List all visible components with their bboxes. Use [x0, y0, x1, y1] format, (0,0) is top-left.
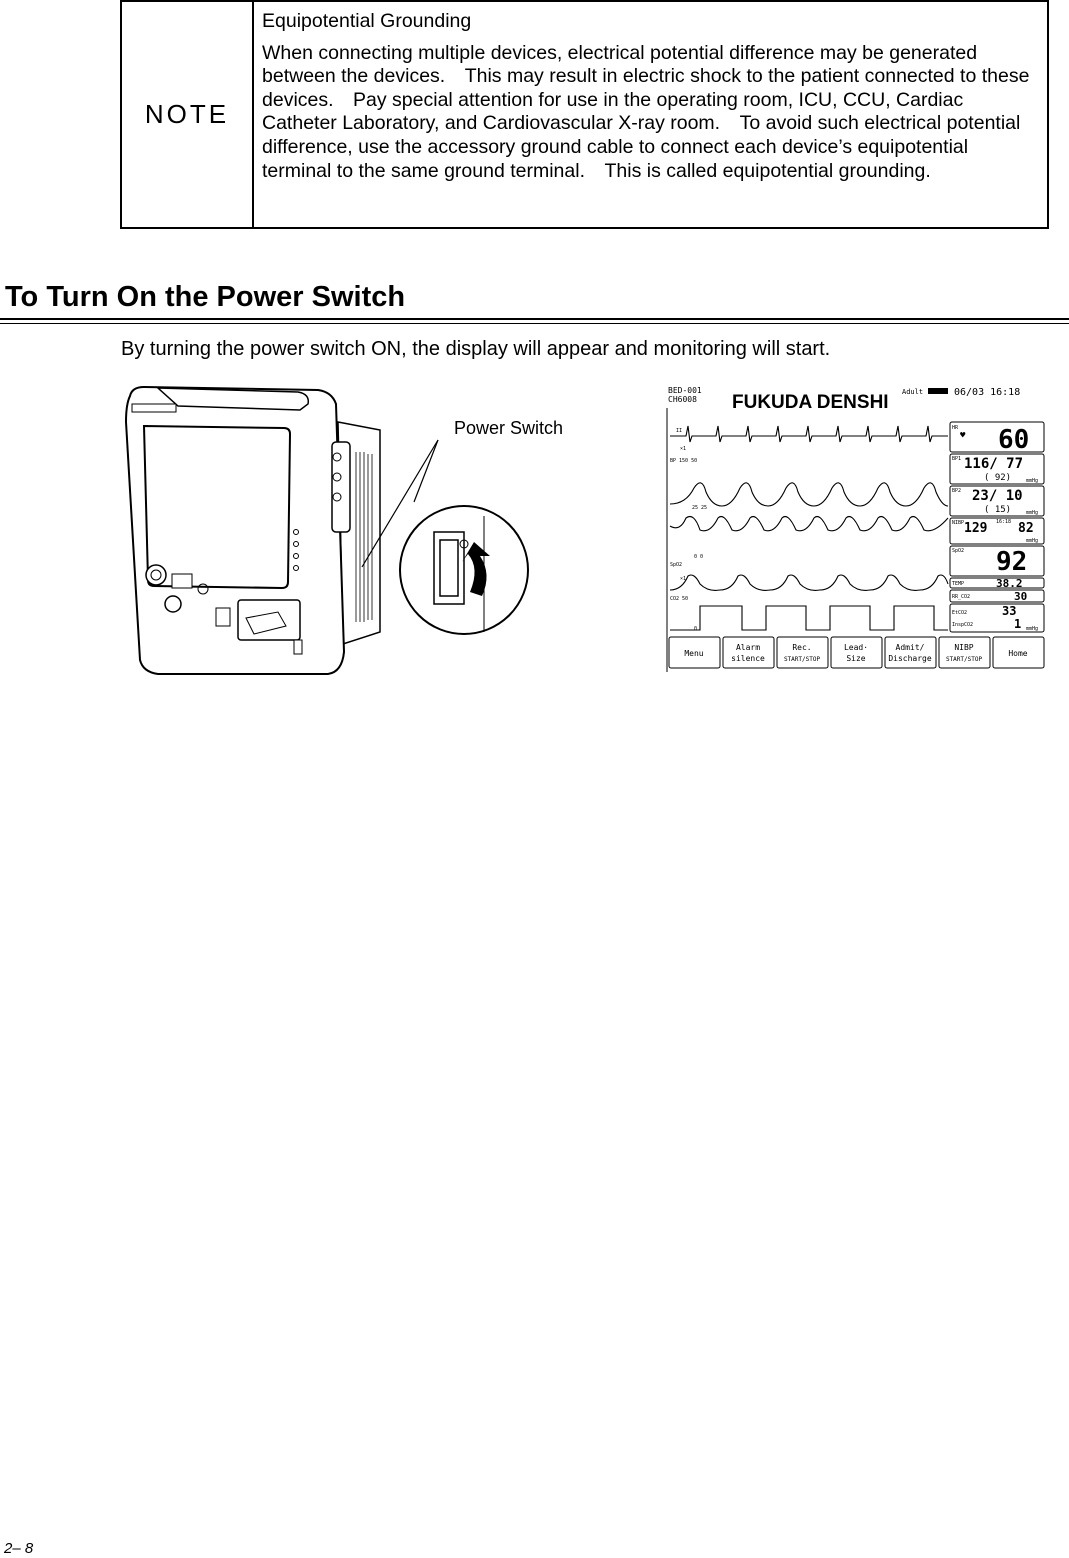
- inspco2-value: 1: [1014, 617, 1022, 631]
- section-title: To Turn On the Power Switch: [5, 281, 406, 313]
- wave-label-bp-low: 25 25: [692, 505, 708, 511]
- bp1-label: BP1: [952, 456, 962, 462]
- heart-icon: ♥: [960, 431, 966, 441]
- spo2-value: 92: [996, 547, 1028, 577]
- menu-label: Menu: [684, 649, 704, 658]
- wave-gain-2: ×1: [680, 576, 687, 582]
- temp-label: TEMP: [952, 581, 965, 587]
- admit-discharge-button[interactable]: [885, 637, 936, 668]
- bp1-mean: ( 92): [984, 473, 1012, 483]
- monitor-screen-illustration: [666, 384, 1046, 672]
- bp2-mean: ( 15): [984, 505, 1012, 515]
- temp-value: 38.2: [996, 577, 1023, 590]
- section-rule: [0, 318, 1069, 320]
- wave-label-co2-zero: 0: [694, 626, 698, 632]
- alarm-silence-button[interactable]: [723, 637, 774, 668]
- bp1-value: 116/ 77: [964, 456, 1024, 472]
- nibp-btn-label-1: NIBP: [954, 643, 974, 652]
- lead-label-1: Lead·: [843, 643, 869, 652]
- date-time: 06/03 16:18: [954, 387, 1021, 398]
- section-rule-thin: [0, 323, 1069, 324]
- inspco2-label: InspCO2: [952, 622, 974, 628]
- battery-icon: [928, 388, 948, 394]
- nibp-diastolic: 82: [1018, 521, 1034, 536]
- note-text: When connecting multiple devices, electrical potential difference may be generated between the devices. This may result in electric shock to the patient connected to these devices. Pay special attention for use in the operating room, ICU, CCU, Cardiac Catheter Laboratory, and Cardiovascular X-ray room. To avoid such electrical potential difference, use the accessory ground cable to connect each device’s equipotential terminal to the same ground terminal. This is called equipotential grounding.: [262, 41, 1030, 182]
- etco2-value: 33: [1002, 604, 1017, 618]
- note-body: [254, 2, 1047, 227]
- rec-label-2: START/STOP: [783, 656, 821, 663]
- rr-label: RR_CO2: [952, 594, 971, 600]
- bp2-label: BP2: [952, 488, 962, 494]
- lead-label-2: Size: [846, 654, 866, 663]
- alarm-label-2: silence: [731, 654, 765, 663]
- nibp-unit: mmHg: [1026, 538, 1039, 544]
- rr-value: 30: [1014, 590, 1028, 603]
- wave-label-ii: II: [676, 428, 683, 434]
- admit-label-1: Admit/: [895, 643, 925, 652]
- channel-id: CH6008: [668, 395, 697, 404]
- wave-label-spo2-zero: 0 0: [694, 554, 704, 560]
- hr-value: 60: [998, 425, 1030, 455]
- power-switch-callout: Power Switch: [454, 418, 564, 438]
- alarm-label-1: Alarm: [735, 643, 761, 652]
- home-label: Home: [1008, 649, 1028, 658]
- wave-label-bp: BP 150 50: [670, 458, 698, 464]
- note-label: NOTE: [122, 2, 254, 227]
- bed-id: BED-001: [668, 386, 702, 395]
- patient-mode: Adult: [902, 388, 924, 396]
- nibp-time: 16:18: [996, 519, 1012, 525]
- brand-name: FUKUDA DENSHI: [732, 392, 889, 413]
- note-box: [120, 0, 1049, 229]
- wave-label-co2: CO2 50: [670, 596, 689, 602]
- lead-size-button[interactable]: [831, 637, 882, 668]
- nibp-systolic: 129: [964, 521, 988, 536]
- co2-unit: mmHg: [1026, 626, 1039, 632]
- page-number: 2– 8: [4, 1540, 34, 1557]
- admit-label-2: Discharge: [888, 654, 932, 663]
- rec-label-1: Rec.: [792, 643, 812, 652]
- rec-button[interactable]: [777, 637, 828, 668]
- bp2-unit: mmHg: [1026, 510, 1039, 516]
- bp1-unit: mmHg: [1026, 478, 1039, 484]
- spo2-label: SpO2: [952, 548, 965, 554]
- note-title: Equipotential Grounding: [262, 10, 472, 32]
- section-intro: By turning the power switch ON, the display will appear and monitoring will start.: [121, 338, 831, 360]
- hr-label: HR: [952, 425, 959, 431]
- nibp-button[interactable]: [939, 637, 990, 668]
- bp2-value: 23/ 10: [972, 488, 1023, 504]
- wave-label-spo2: SpO2: [670, 562, 683, 568]
- wave-gain-1: ×1: [680, 446, 687, 452]
- nibp-btn-label-2: START/STOP: [945, 656, 983, 663]
- etco2-label: EtCO2: [952, 610, 968, 616]
- nibp-label: NIBP: [952, 520, 965, 526]
